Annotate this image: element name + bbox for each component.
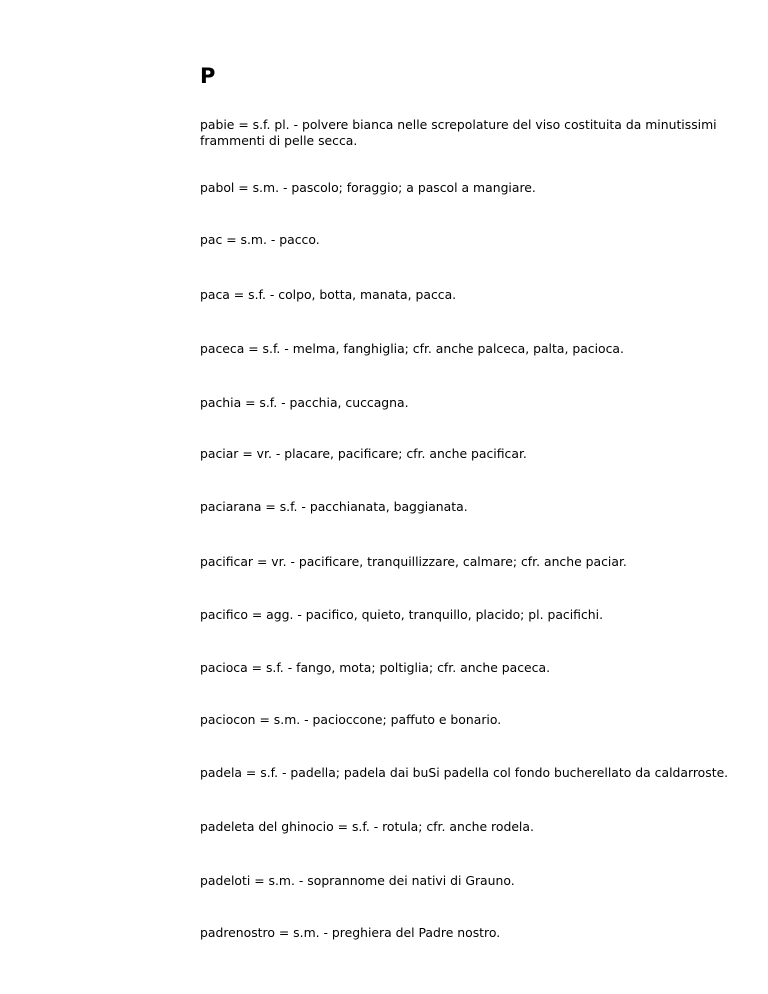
letter-heading: P	[200, 64, 216, 88]
entry-pachia: pachia = s.f. - pacchia, cuccagna.	[200, 395, 409, 410]
entry-pacificar: pacificar = vr. - pacificare, tranquillizzare, calmare; cfr. anche paciar.	[200, 554, 627, 569]
entry-pacifico: pacifico = agg. - pacifico, quieto, tranquillo, placido; pl. pacifichi.	[200, 607, 604, 622]
entry-paciar: paciar = vr. - placare, pacificare; cfr. anche pacificar.	[200, 446, 527, 461]
entry-padeloti: padeloti = s.m. - soprannome dei nativi di Grauno.	[200, 873, 515, 888]
entry-padrenostro: padrenostro = s.m. - preghiera del Padre nostro.	[200, 925, 501, 940]
entry-paciarana: paciarana = s.f. - pacchianata, baggianata.	[200, 499, 468, 514]
entry-paciocon: paciocon = s.m. - pacioccone; paffuto e bonario.	[200, 712, 502, 727]
entry-paca: paca = s.f. - colpo, botta, manata, pacca.	[200, 287, 457, 302]
entry-paceca: paceca = s.f. - melma, fanghiglia; cfr. anche palceca, palta, pacioca.	[200, 341, 624, 356]
entry-pabol: pabol = s.m. - pascolo; foraggio; a pascol a mangiare.	[200, 180, 536, 195]
entry-pacioca: pacioca = s.f. - fango, mota; poltiglia; cfr. anche paceca.	[200, 660, 551, 675]
entry-padeleta-del-ghinocio: padeleta del ghinocio = s.f. - rotula; cfr. anche rodela.	[200, 819, 534, 834]
entry-padela: padela = s.f. - padella; padela dai buSi padella col fondo bucherellato da caldarroste.	[200, 765, 729, 780]
entry-pabie: pabie = s.f. pl. - polvere bianca nelle screpolature del viso costituita da minutissimi frammenti di pelle secca.	[200, 117, 717, 148]
entry-pac: pac = s.m. - pacco.	[200, 232, 320, 247]
